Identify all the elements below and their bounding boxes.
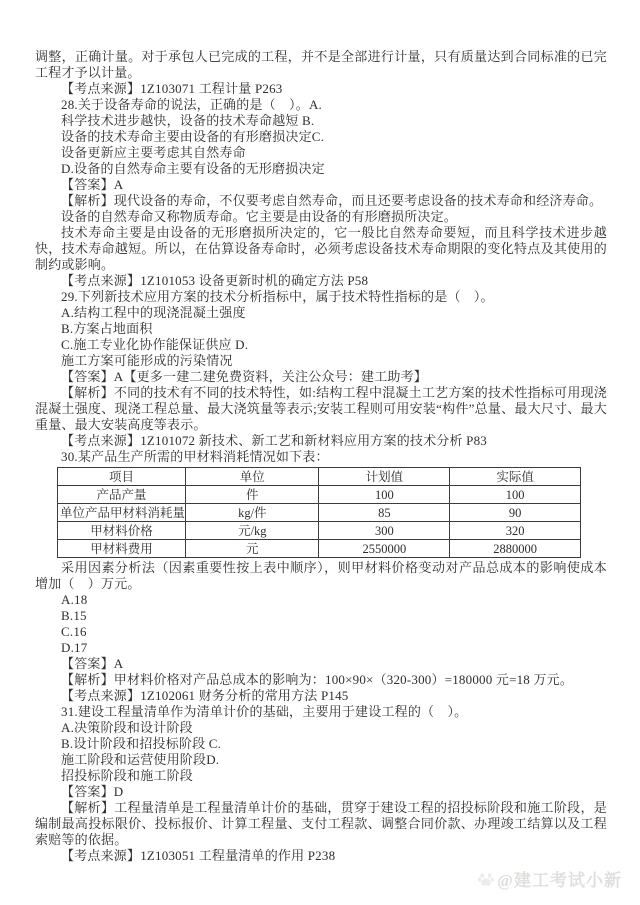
analysis-30: 【解析】甲材料价格对产品总成本的影响为：100×90×（320-300）=180000 元=18 万元。	[61, 672, 574, 687]
table-cell: 单位产品甲材料消耗量	[58, 504, 186, 522]
kaodian-source-q28: 【考点来源】1Z101053 设备更新时机的确定方法 P58	[61, 273, 369, 288]
table-row	[58, 522, 581, 540]
kaodian-source-q27: 【考点来源】1Z103071 工程计量 P263	[61, 81, 283, 96]
question-29-option-d: 施工方案可能形成的污染情况	[61, 353, 233, 368]
question-31-stem: 31.建设工程量清单作为清单计价的基础，主要用于建设工程的（ ）。	[61, 704, 468, 719]
table-cell: 元	[186, 540, 319, 558]
kaodian-source-q29: 【考点来源】1Z101072 新技术、新工艺和新材料应用方案的技术分析 P83	[61, 433, 487, 448]
question-29-option-b: B.方案占地面积	[61, 321, 153, 336]
question-30-option-d: D.17	[61, 640, 88, 655]
question-28-option-a: 科学技术进步越快，设备的技术寿命越短 B.	[61, 113, 315, 128]
table-header-cell: 计划值	[319, 468, 450, 486]
body-text-continuation: 调整，正确计量。对于承包人已完成的工程，并不是全部进行计量，只有质量达到合同标准的已完工程才予以计量。	[35, 49, 607, 80]
question-29-option-c: C.施工专业化协作能保证供应 D.	[61, 337, 249, 352]
question-31-option-b: B.设计阶段和招投标阶段 C.	[61, 736, 222, 751]
table-cell: kg/件	[186, 504, 319, 522]
question-31-option-a: A.决策阶段和设计阶段	[61, 720, 193, 735]
table-cell: 2880000	[450, 540, 581, 558]
question-30-option-a: A.18	[61, 592, 88, 607]
table-cell: 90	[450, 504, 581, 522]
question-28-option-d: D.设备的自然寿命主要有设备的无形磨损决定	[61, 161, 325, 176]
question-31-option-c: 施工阶段和运营使用阶段D.	[61, 752, 220, 767]
table-cell: 产品产量	[58, 486, 186, 504]
question-30-stem: 30.某产品生产所需的甲材料消耗情况如下表：	[61, 449, 329, 464]
question-29-stem: 29.下列新技术应用方案的技术分析指标中，属于技术特性指标的是（ ）。	[61, 289, 494, 304]
question-28-stem: 28.关于设备寿命的说法，正确的是（ ）。A.	[61, 97, 322, 112]
table-cell: 100	[319, 486, 450, 504]
analysis-29: 【解析】不同的技术有不同的技术特性，如:结构工程中混凝土工艺方案的技术性指标可用现浇混凝土强度、现浇工程总量、最大浇筑量等表示;安装工程则可用安装“构件”总量、最大尺寸、最大重量、最大安装高度等表示。	[35, 385, 607, 432]
table-row	[58, 504, 581, 522]
table-row	[58, 540, 581, 558]
table-cell: 300	[319, 522, 450, 540]
answer-28: 【答案】A	[61, 177, 124, 192]
question-28-option-b: 设备的技术寿命主要由设备的有形磨损决定C.	[61, 129, 325, 144]
table-cell: 320	[450, 522, 581, 540]
watermark-text: @建工考试小新	[497, 871, 622, 890]
table-cell: 2550000	[319, 540, 450, 558]
table-header-row	[58, 468, 581, 486]
answer-29: 【答案】A【更多一建二建免费资料，关注公众号：建工助考】	[61, 369, 427, 384]
table-cell: 件	[186, 486, 319, 504]
table-cell: 甲材料价格	[58, 522, 186, 540]
table-cell: 元/kg	[186, 522, 319, 540]
table-header-cell: 项目	[58, 468, 186, 486]
table-row	[58, 486, 581, 504]
table-cell: 100	[450, 486, 581, 504]
table-header-cell: 实际值	[450, 468, 581, 486]
paw-icon	[477, 870, 495, 888]
analysis-28-para-3: 技术寿命主要是由设备的无形磨损所决定的，它一般比自然寿命要短，而且科学技术进步越快，技术寿命越短。所以，在估算设备寿命时，必须考虑设备技术寿命期限的变化特点及其使用的制约或影响。	[35, 225, 607, 272]
analysis-28-para-1: 【解析】现代设备的寿命，不仅要考虑自然寿命，而且还要考虑设备的技术寿命和经济寿命。	[61, 193, 603, 208]
table-cell: 甲材料费用	[58, 540, 186, 558]
question-30-option-b: B.15	[61, 608, 87, 623]
question-28-option-c: 设备更新应主要考虑其自然寿命	[61, 145, 246, 160]
material-consumption-table	[57, 467, 581, 558]
kaodian-source-q30: 【考点来源】1Z102061 财务分析的常用方法 P145	[61, 688, 349, 703]
watermark	[477, 866, 622, 891]
question-30-continuation: 采用因素分析法（因素重要性按上表中顺序），则甲材料价格变动对产品总成本的影响使成本增加（ ）万元。	[35, 560, 607, 591]
table-cell: 85	[319, 504, 450, 522]
kaodian-source-q31: 【考点来源】1Z103051 工程量清单的作用 P238	[61, 848, 336, 863]
table-header-cell: 单位	[186, 468, 319, 486]
answer-31: 【答案】D	[61, 784, 124, 799]
question-31-option-d: 招投标阶段和施工阶段	[61, 768, 194, 783]
answer-30: 【答案】A	[61, 656, 124, 671]
analysis-28-para-2: 设备的自然寿命又称物质寿命。它主要是由设备的有形磨损所决定。	[61, 209, 458, 224]
question-29-option-a: A.结构工程中的现浇混凝土强度	[61, 305, 246, 320]
analysis-31: 【解析】工程量清单是工程量清单计价的基础，贯穿于建设工程的招投标阶段和施工阶段，是编制最高投标限价、投标报价、计算工程量、支付工程款、调整合同价款、办理竣工结算以及工程索赔等的依据。	[35, 800, 607, 847]
question-30-option-c: C.16	[61, 624, 87, 639]
